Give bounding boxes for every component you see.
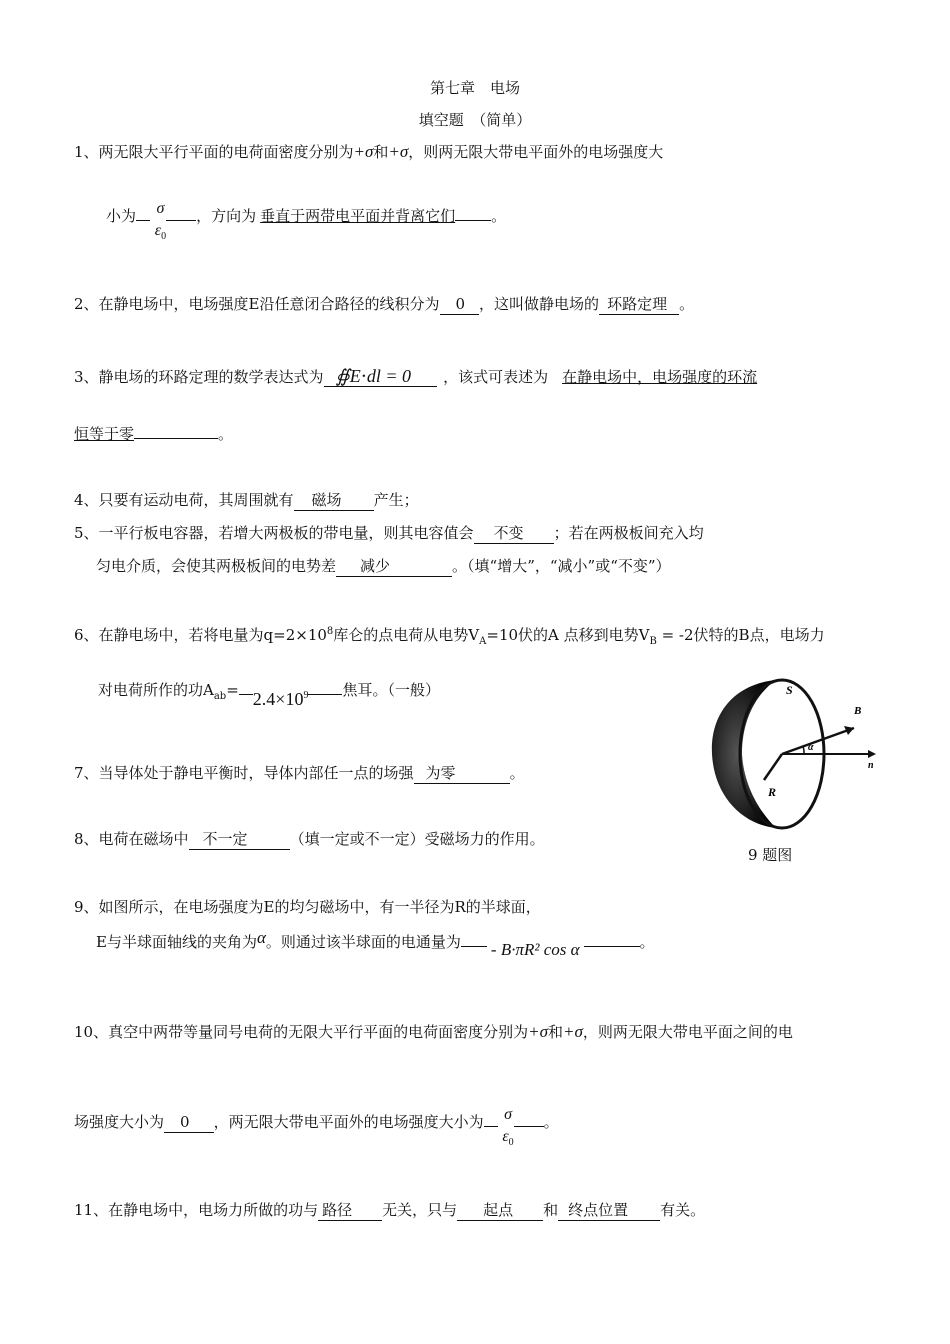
answer-line-integral: 0 — [440, 294, 480, 315]
fraction-sigma-over-epsilon-2: σ $\varepsilon_0$ — [502, 1106, 514, 1149]
answer-electric-flux: - B·πR² cos α — [490, 940, 580, 959]
question-3-line-1: 3、静电场的环路定理的数学表达式为 ∯E⋅dl = 0 ，该式可表述为 在静电场中，电场强度的环流 — [74, 366, 758, 386]
answer-end-point: 终点位置 — [558, 1200, 660, 1221]
question-7: 7、当导体处于静电平衡时，导体内部任一点的场强 为零 。 — [74, 764, 525, 782]
section-subtitle: 填空题 （简单） — [418, 111, 532, 129]
question-9-line-2: E与半球面轴线的夹角为α。则通过该半球面的电通量为 - B·πR² cos α 。 — [96, 928, 655, 959]
answer-magnetic-field: 磁场 — [294, 490, 374, 511]
label-s: S — [786, 683, 793, 697]
radius-line — [764, 754, 782, 780]
answer-path: 路径 — [318, 1200, 382, 1221]
normal-arrow-head — [868, 750, 876, 758]
question-3-line-2: 恒等于零 。 — [74, 425, 234, 443]
answer-potential-difference: 减少 — [336, 556, 452, 577]
answer-direction: 垂直于两带电平面并背离它们 — [260, 207, 456, 226]
hemisphere-shell — [712, 680, 776, 828]
question-8: 8、电荷在磁场中 不一定 （填一定或不一定）受磁场力的作用。 — [74, 830, 545, 848]
answer-magnetic-force: 不一定 — [189, 829, 290, 850]
label-b: B — [854, 705, 862, 717]
fraction-sigma-over-epsilon: σ $\varepsilon_0$ — [154, 200, 167, 243]
label-alpha: α — [808, 742, 814, 753]
answer-capacitance: 不变 — [474, 523, 554, 544]
question-1-line-2: 小为 σ $\varepsilon_0$ ，方向为 垂直于两带电平面并背离它们 。 — [106, 192, 506, 242]
answer-work: $2.4\times 10^9$ — [252, 689, 309, 709]
label-r: R — [768, 785, 777, 799]
answer-start-point: 起点 — [457, 1200, 543, 1221]
page-title: 第七章 电场 — [429, 79, 520, 97]
question-10-line-1: 10、真空中两带等量同号电荷的无限大平行平面的电荷面密度分别为+σ和+σ，则两无限大带电平面之间的电 — [74, 1022, 793, 1041]
question-5-line-1: 5、一平行板电容器，若增大两极板的带电量，则其电容值会 不变 ；若在两极板间充入均 — [74, 524, 704, 542]
question-4: 4、只要有运动电荷，其周围就有 磁场 产生； — [74, 491, 419, 509]
question-9-line-1: 9、如图所示，在电场强度为E的均匀磁场中，有一半径为R的半球面， — [74, 898, 541, 916]
answer-statement: 在静电场中，电场强度的环流 — [562, 368, 758, 386]
field-vector-line — [782, 728, 854, 754]
answer-field-strength: 为零 — [414, 763, 510, 784]
question-1-line-1: 1、两无限大平行平面的电荷面密度分别为+σ和+σ，则两无限大带电平面外的电场强度大 — [74, 142, 664, 161]
label-n: n — [868, 760, 874, 771]
question-11: 11、在静电场中，电场力所做的功与 路径 无关，只与 起点 和 终点位置 有关。 — [74, 1201, 706, 1219]
question-6-line-2: 对电荷所作的功$A_{ab}= 2.4\times 10^9$ 焦耳。（一般） — [98, 681, 440, 709]
figure-caption: 9 题图 — [748, 846, 793, 864]
question-5-line-2: 匀电介质，会使其两极板间的电势差 减少 。（填“增大”，“减小”或“不变”） — [96, 557, 671, 575]
question-2: 2、在静电场中，电场强度E沿任意闭合路径的线积分为 0 ，这叫做静电场的 环路定理 。 — [74, 295, 695, 313]
answer-formula: ∯E⋅dl = 0 — [324, 366, 438, 387]
hemisphere-figure — [704, 672, 884, 840]
answer-circulation-theorem: 环路定理 — [599, 294, 679, 315]
question-10-line-2: 场强度大小为 0 ，两无限大带电平面外的电场强度大小为 σ $\varepsilon_0$ 。 — [74, 1098, 559, 1148]
answer-field-between: 0 — [164, 1112, 214, 1133]
question-6-line-1: 6、在静电场中，若将电量为$q=2\times 10^8$库仑的点电荷从电势$V_A=10$伏的A 点移到电势$V_B = -2$伏特的B点，电场力 — [74, 626, 825, 647]
angle-arc — [803, 746, 804, 754]
